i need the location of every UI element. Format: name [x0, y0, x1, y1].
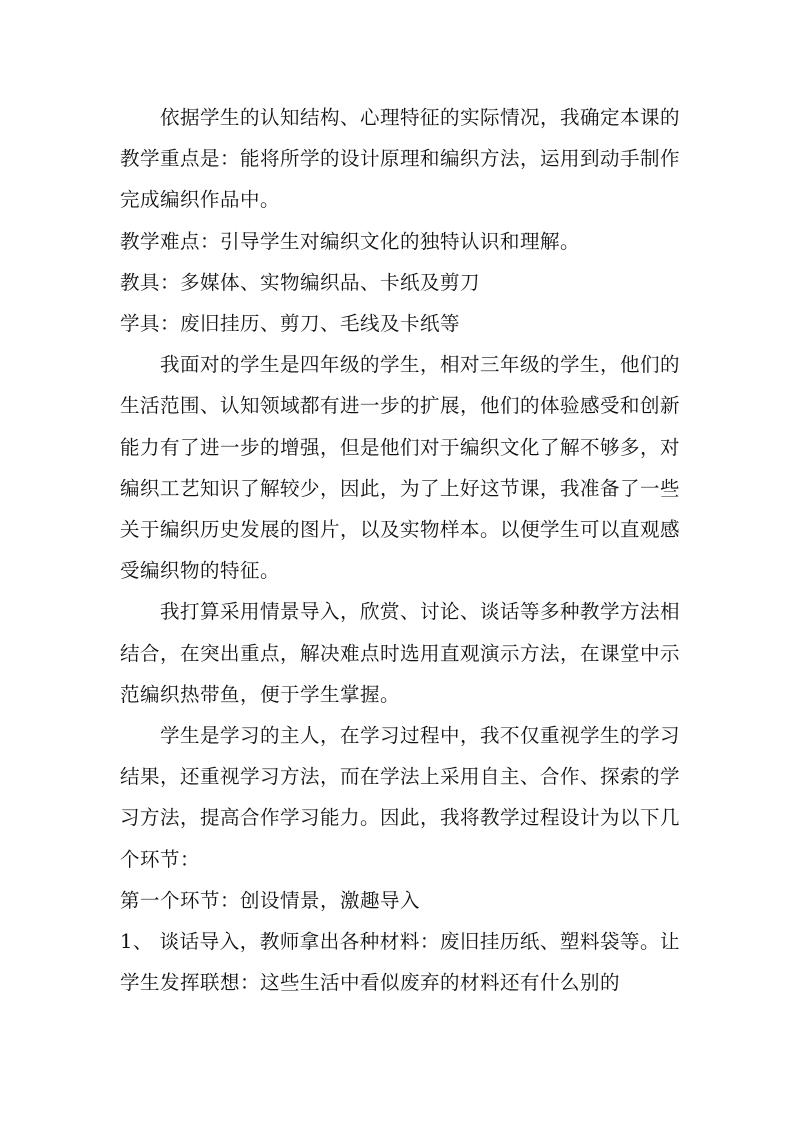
- paragraph-first-stage-step-1: 1、 谈话导入，教师拿出各种材料：废旧挂历纸、塑料袋等。让学生发挥联想：这些生活中看似废弃的材料还有什么别的: [120, 930, 680, 995]
- paragraph-learning-tools: 学具：废旧挂历、剪刀、毛线及卡纸等: [120, 312, 461, 336]
- paragraph-key-points: 依据学生的认知结构、心理特征的实际情况，我确定本课的教学重点是：能将所学的设计原理和编织方法，运用到动手制作完成编织作品中。: [120, 106, 681, 212]
- paragraph-difficulty: 教学难点：引导学生对编织文化的独特认识和理解。: [120, 229, 581, 253]
- document-body: [120, 97, 680, 1003]
- paragraph-learning-methods: 学生是学习的主人，在学习过程中，我不仅重视学生的学习结果，还重视学习方法，而在学法上采用自主、合作、探索的学习方法，提高合作学习能力。因此，我将教学过程设计为以下几个环节：: [120, 724, 681, 871]
- paragraph-teaching-methods: 我打算采用情景导入，欣赏、讨论、谈话等多种教学方法相结合，在突出重点，解决难点时选用直观演示方法，在课堂中示范编织热带鱼，便于学生掌握。: [120, 600, 681, 706]
- paragraph-teaching-aids: 教具：多媒体、实物编织品、卡纸及剪刀: [120, 270, 481, 294]
- paragraph-first-stage-heading: 第一个环节：创设情景，激趣导入: [120, 888, 421, 912]
- paragraph-students: 我面对的学生是四年级的学生，相对三年级的学生，他们的生活范围、认知领域都有进一步的扩展，他们的体验感受和创新能力有了进一步的增强，但是他们对于编织文化了解不够多，对编织工艺知识了解较少，因此，为了上好这节课，我准备了一些关于编织历史发展的图片，以及实物样本。以便学生可以直观感受编织物的特征。: [120, 353, 681, 583]
